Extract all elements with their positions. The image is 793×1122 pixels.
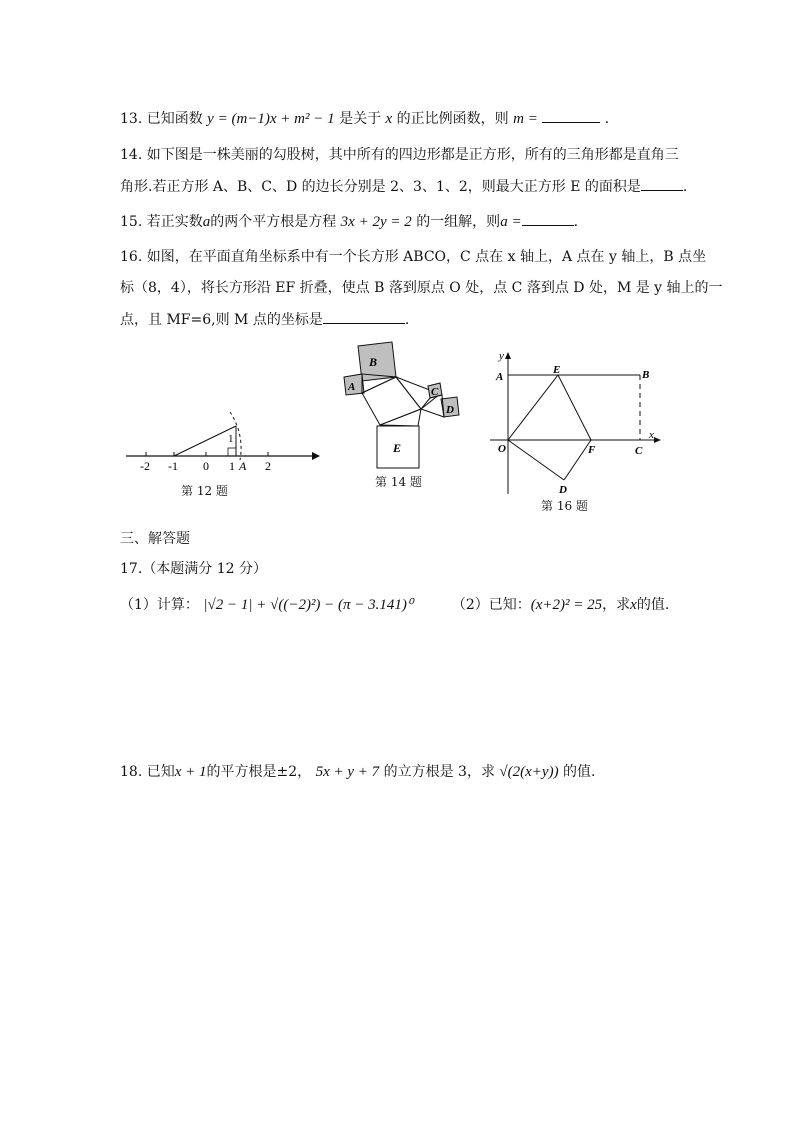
q13-mid: 是关于 bbox=[339, 111, 382, 127]
figure-12-caption: 第 12 题 bbox=[181, 484, 228, 498]
q15-answer-label: a = bbox=[500, 214, 522, 230]
label-d: D bbox=[446, 404, 454, 416]
label-d: D bbox=[559, 484, 567, 496]
point-a-label: A bbox=[239, 459, 247, 473]
q17-part2-var: x bbox=[630, 597, 637, 613]
question-15 bbox=[120, 211, 578, 232]
label-o: O bbox=[498, 443, 506, 455]
question-16 bbox=[120, 309, 409, 330]
q14-line-1: 14. 如下图是一株美丽的勾股树，其中所有的四边形都是正方形，所有的三角形都是直角三 bbox=[120, 147, 679, 163]
q16-line-1: 16. 如图，在平面直角坐标系中有一个长方形 ABCO，C 点在 x 轴上，A 点在 y 轴上，B 点坐 bbox=[120, 249, 707, 265]
number-line-arrow bbox=[312, 452, 320, 460]
q15-end: . bbox=[573, 214, 579, 230]
tick-label-0: 0 bbox=[203, 459, 209, 473]
q15-answer-blank[interactable] bbox=[522, 211, 574, 226]
q18-expr-2: 5x + y + 7 bbox=[315, 764, 380, 780]
figure-14-pythagoras-tree bbox=[336, 338, 466, 473]
q18-expr-3: √(2(x+y)) bbox=[499, 764, 559, 780]
question-13 bbox=[120, 108, 619, 129]
question-14 bbox=[120, 176, 687, 197]
q16-answer-blank[interactable] bbox=[323, 309, 405, 324]
number-line-ticks bbox=[146, 452, 268, 456]
figure-16-caption: 第 16 题 bbox=[541, 499, 588, 513]
q17-part2-label: （2）已知： bbox=[451, 597, 531, 613]
q17-part1-expression: |√2 − 1| + √((−2)²) − (π − 3.141)⁰ bbox=[203, 597, 413, 613]
unit-label: 1 bbox=[228, 433, 234, 445]
figure-12-number-line bbox=[120, 410, 325, 480]
q13-formula: y = (m−1)x + m² − 1 bbox=[207, 111, 335, 127]
label-e: E bbox=[553, 364, 561, 376]
triangle-lower bbox=[380, 409, 421, 426]
q17-title: 17.（本题满分 12 分） bbox=[120, 561, 267, 577]
q18-text-1: 的平方根是±2， bbox=[206, 764, 312, 780]
q15-equation: 3x + 2y = 2 bbox=[340, 214, 412, 230]
q18-pre: 18. 已知 bbox=[120, 764, 175, 780]
q13-answer-label: m = bbox=[513, 111, 538, 127]
q14-line-2: 角形.若正方形 A、B、C、D 的边长分别是 2、3、1、2，则最大正方形 E 的面积是 bbox=[120, 179, 641, 195]
q13-answer-blank[interactable] bbox=[542, 108, 600, 123]
q15-post: 的一组解，则 bbox=[416, 214, 501, 230]
figure-14-caption: 第 14 题 bbox=[375, 475, 422, 489]
segment-od bbox=[508, 440, 564, 480]
q14-end: . bbox=[682, 179, 688, 195]
right-angle-mark bbox=[228, 448, 236, 456]
q13-end: ． bbox=[604, 111, 619, 127]
q17-part2-expression: (x+2)² = 25 bbox=[530, 597, 603, 613]
q17-part2-end: 的值. bbox=[636, 597, 670, 613]
x-axis-arrow bbox=[654, 437, 661, 443]
label-e: E bbox=[393, 441, 402, 455]
q15-pre: 15. 若正实数 bbox=[120, 214, 203, 230]
segment-oe bbox=[508, 375, 558, 440]
q18-text-3: 的值. bbox=[563, 764, 596, 780]
q13-post: 的正比例函数，则 bbox=[396, 111, 509, 127]
q16-line-2: 标（8，4），将长方形沿 EF 折叠，使点 B 落到原点 O 处，点 C 落到点 D 处，M 是 y 轴上的一 bbox=[120, 280, 723, 296]
square-middle bbox=[362, 377, 421, 425]
figure-16-coordinate-fold bbox=[488, 350, 668, 498]
q16-end: . bbox=[404, 312, 410, 328]
segment-ef bbox=[558, 375, 591, 440]
label-y: y bbox=[499, 350, 504, 362]
tick-label-1: 1 bbox=[229, 459, 235, 473]
label-b: B bbox=[642, 369, 650, 381]
q13-pre: 已知函数 bbox=[146, 111, 203, 127]
q18-text-2: 的立方根是 3，求 bbox=[383, 764, 495, 780]
label-a: A bbox=[348, 381, 356, 393]
y-axis-arrow bbox=[505, 352, 511, 359]
q15-mid: 的两个平方根是方程 bbox=[210, 214, 337, 230]
label-a: A bbox=[496, 371, 504, 383]
q15-var-a: a bbox=[202, 214, 211, 230]
label-c: C bbox=[635, 445, 643, 457]
hypotenuse-line bbox=[174, 426, 236, 456]
label-x: x bbox=[649, 429, 654, 441]
segment-df bbox=[564, 440, 591, 480]
q17-part1-label: （1）计算： bbox=[120, 597, 199, 613]
q17-part2-post: ，求 bbox=[602, 597, 631, 613]
q18-expr-1: x + 1 bbox=[174, 764, 207, 780]
label-b: B bbox=[369, 355, 378, 369]
question-18 bbox=[120, 762, 595, 782]
question-17 bbox=[120, 595, 669, 615]
tick-label-neg1: -1 bbox=[168, 459, 178, 473]
label-c: C bbox=[431, 386, 439, 398]
label-f: F bbox=[588, 444, 596, 456]
q13-var: x bbox=[385, 111, 393, 127]
tick-label-neg2: -2 bbox=[140, 459, 150, 473]
section-3-heading: 三、解答题 bbox=[120, 531, 190, 547]
q16-line-3: 点，且 MF=6,则 M 点的坐标是 bbox=[120, 312, 323, 328]
q14-answer-blank[interactable] bbox=[641, 176, 683, 191]
q13-number: 13. bbox=[120, 111, 143, 127]
tick-label-2: 2 bbox=[265, 459, 271, 473]
